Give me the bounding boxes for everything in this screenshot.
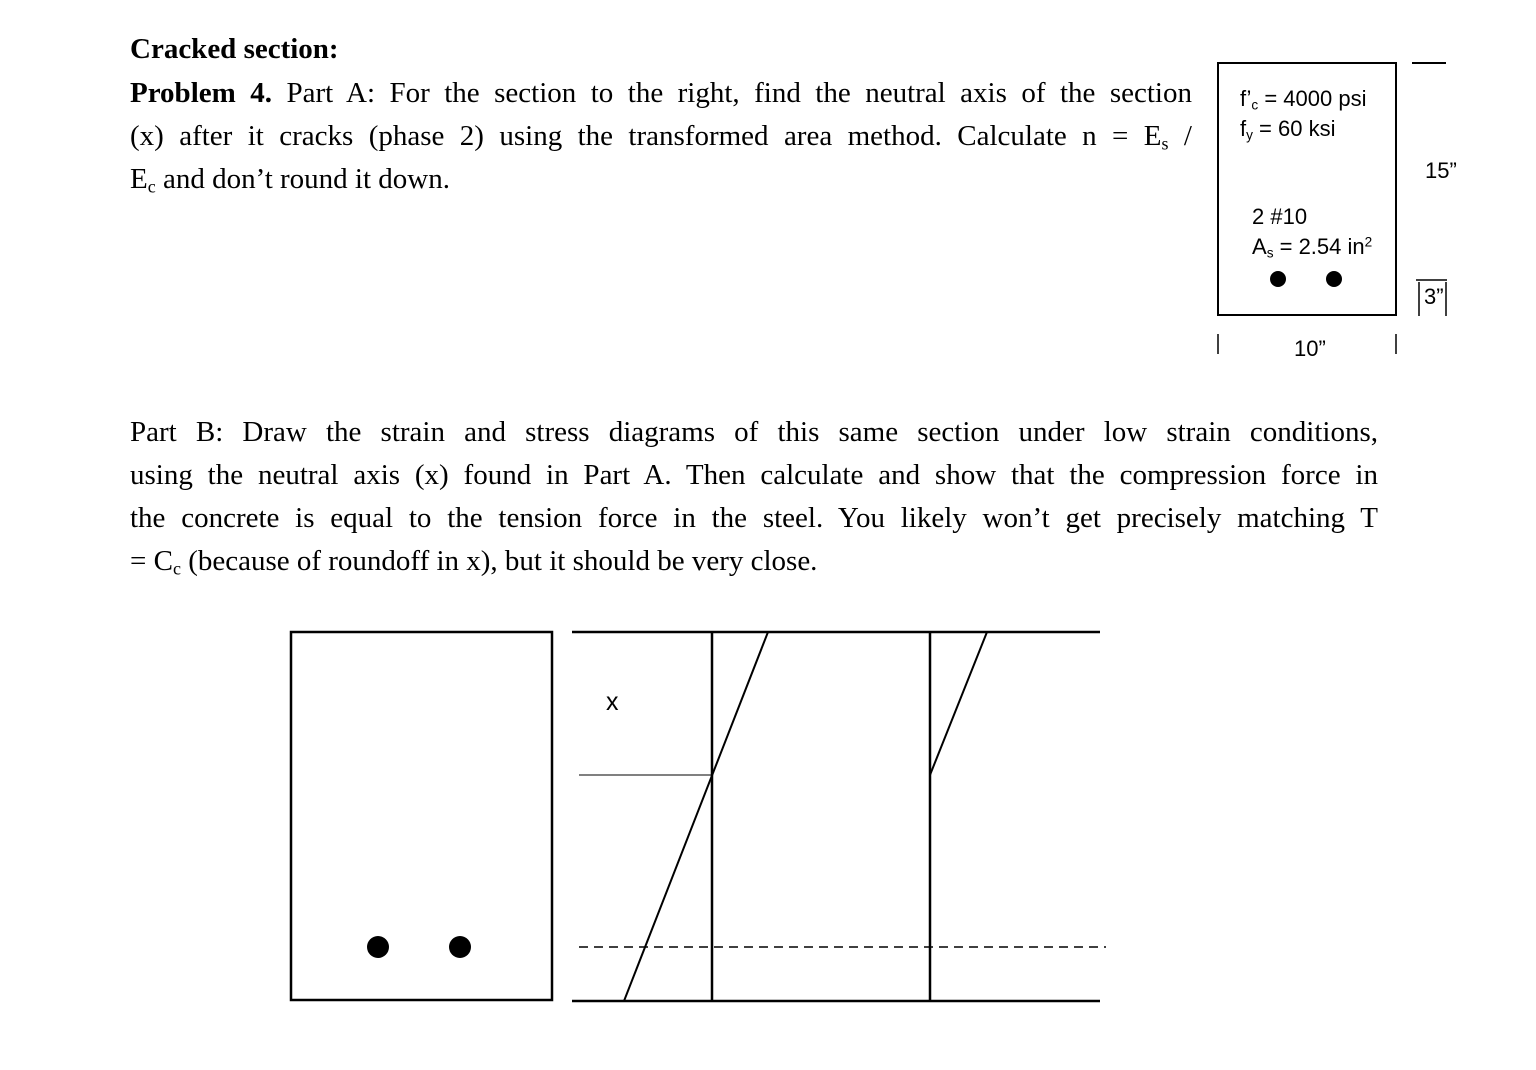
ec-subscript: c (147, 176, 156, 197)
strain-profile-line (624, 632, 768, 1001)
height-dim-label: 15” (1425, 158, 1457, 183)
cc-subscript: c (172, 558, 181, 579)
part-a-line-3-text: and don’t round it down. (155, 163, 450, 195)
fy-label: $f_y = 60$ ksi (1240, 116, 1336, 143)
t-cc-text: = C (130, 545, 173, 577)
cross-section-box (291, 632, 552, 1000)
as-label: $A_s = 2.54$ $in^2$ (1252, 234, 1373, 261)
width-dim-label: 10” (1294, 336, 1326, 361)
heading: Cracked section: (130, 33, 339, 65)
x-label: x (606, 688, 619, 716)
cross-section-bar-left (367, 936, 389, 958)
cover-dim-label: 3” (1424, 284, 1444, 309)
part-b-line-2: using the neutral axis (x) found in Part A. Then calculate and show that the compression force in (130, 459, 1378, 491)
ec-symbol: E (130, 163, 148, 195)
rebar-left (1270, 271, 1286, 287)
es-subscript: s (1161, 133, 1169, 154)
part-a-line-1-text: Part A: For the section to the right, find the neutral axis of the section (272, 77, 1192, 109)
problem-label: Problem 4. (130, 77, 272, 109)
part-b-line-3: the concrete is equal to the tension force in the steel. You likely won’t get precisely matching T (130, 502, 1378, 534)
part-b-line-1: Part B: Draw the strain and stress diagrams of this same section under low strain conditions, (130, 416, 1378, 448)
stress-profile-line (930, 632, 987, 775)
part-a-line-2-end: / (1168, 120, 1192, 152)
fc-label: $f’_c = 4000$ psi (1240, 86, 1367, 113)
rebar-right (1326, 271, 1342, 287)
part-b-line-4-text: (because of roundoff in x), but it should be very close. (180, 545, 818, 577)
part-a-line-2-text: (x) after it cracks (phase 2) using the transformed area method. Calculate n = E (130, 120, 1162, 152)
cross-section-bar-right (449, 936, 471, 958)
bars-label: 2 #10 (1252, 204, 1308, 229)
